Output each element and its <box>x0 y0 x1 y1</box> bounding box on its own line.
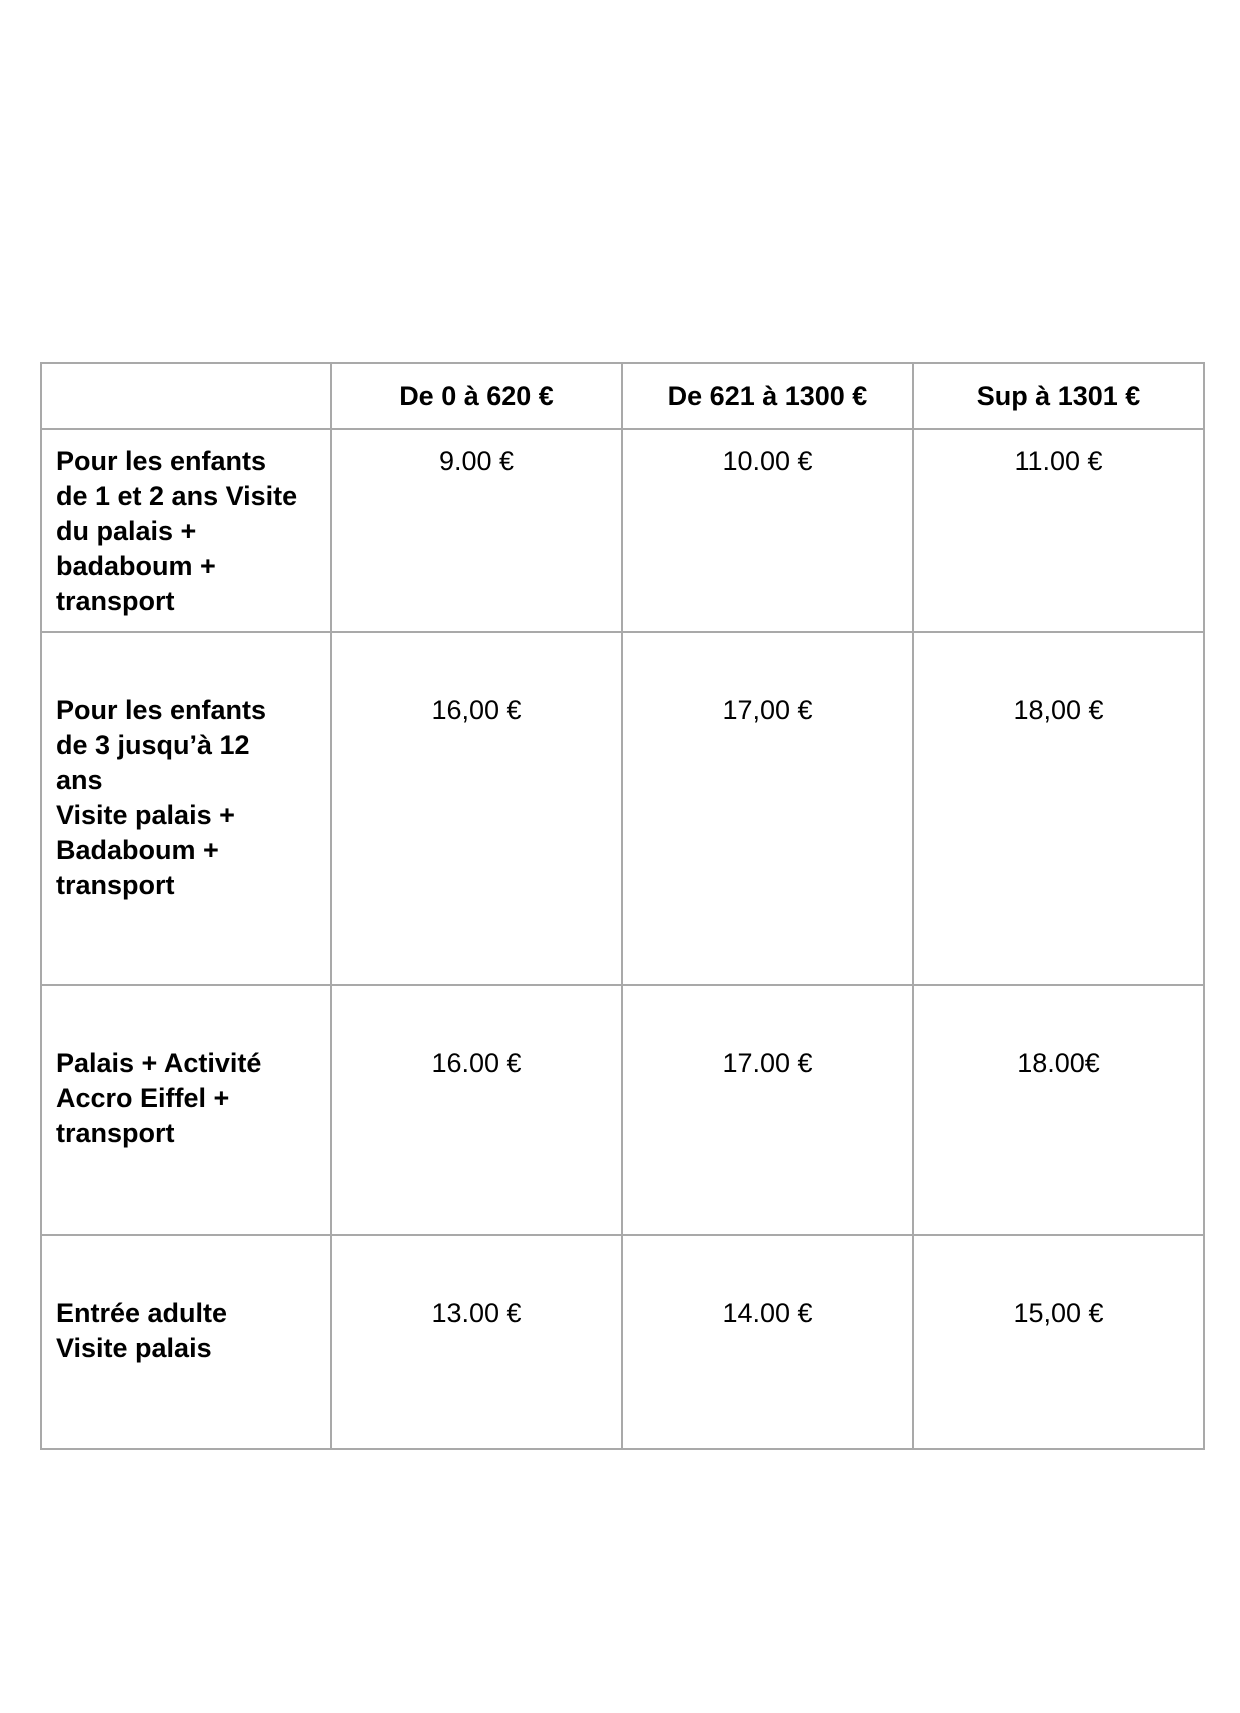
row-label: Palais + Activité Accro Eiffel + transport <box>41 985 331 1235</box>
price-cell: 16.00 € <box>331 985 622 1235</box>
header-cell-bracket-2: De 621 à 1300 € <box>622 363 913 429</box>
header-row <box>41 363 1204 429</box>
header-cell-bracket-1: De 0 à 620 € <box>331 363 622 429</box>
price-cell: 14.00 € <box>622 1235 913 1449</box>
price-cell: 15,00 € <box>913 1235 1204 1449</box>
price-cell: 10.00 € <box>622 429 913 632</box>
header-cell-empty <box>41 363 331 429</box>
price-cell: 16,00 € <box>331 632 622 985</box>
price-cell: 18.00€ <box>913 985 1204 1235</box>
header-cell-bracket-3: Sup à 1301 € <box>913 363 1204 429</box>
price-cell: 11.00 € <box>913 429 1204 632</box>
price-cell: 17.00 € <box>622 985 913 1235</box>
row-label: Entrée adulte Visite palais <box>41 1235 331 1449</box>
row-label: Pour les enfants de 3 jusqu’à 12 ans Visite palais + Badaboum + transport <box>41 632 331 985</box>
row-label: Pour les enfants de 1 et 2 ans Visite du palais + badaboum + transport <box>41 429 331 632</box>
table-row <box>41 1235 1204 1449</box>
price-cell: 17,00 € <box>622 632 913 985</box>
price-cell: 18,00 € <box>913 632 1204 985</box>
price-cell: 13.00 € <box>331 1235 622 1449</box>
table-row <box>41 985 1204 1235</box>
table-row <box>41 429 1204 632</box>
table-row <box>41 632 1204 985</box>
pricing-table <box>40 362 1205 1450</box>
price-cell: 9.00 € <box>331 429 622 632</box>
